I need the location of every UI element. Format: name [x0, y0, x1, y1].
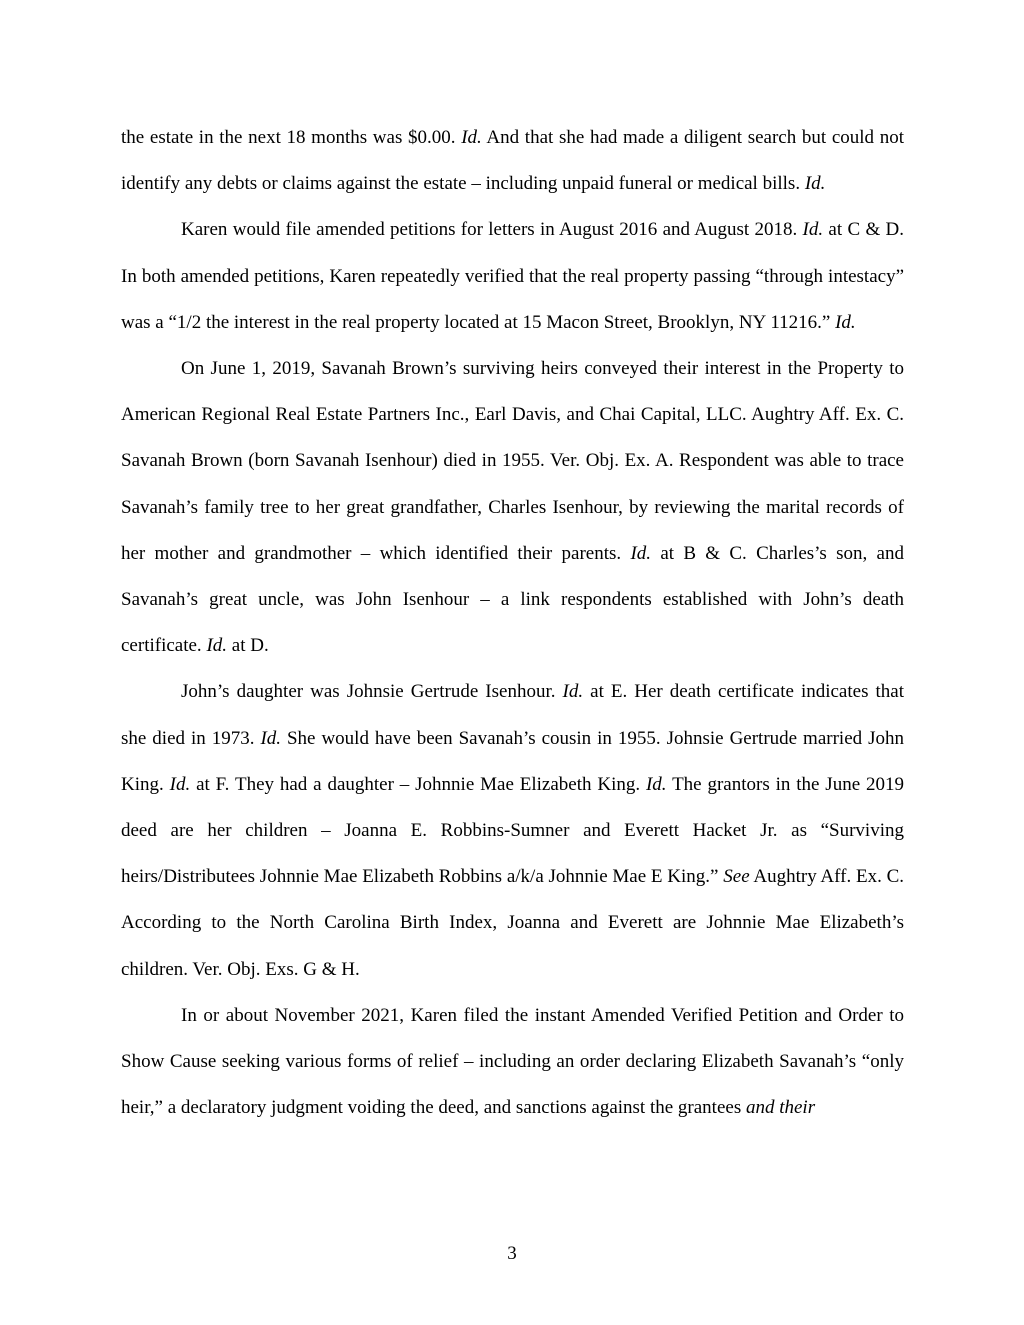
- paragraph-property-conveyance: [121, 346, 904, 669]
- citation-id: Id.: [835, 311, 856, 333]
- citation-id: Id.: [802, 219, 824, 241]
- text-run: The grantors in the June 2019 deed are her children – Joanna E. Robbins-Sumner and Everett Hacket Jr. as “Surviving heirs/Distributees Johnnie Mae Elizabeth Robbins a/k/a Johnnie Mae E King.”: [121, 773, 905, 888]
- text-run: Aughtry Aff. Ex. C. According to the North Carolina Birth Index, Joanna and Everett are Johnnie Mae Elizabeth’s children. Ver. Obj. Exs. G & H.: [121, 866, 905, 980]
- paragraph-estate-debts: [121, 115, 904, 207]
- text-run: On June 1, 2019, Savanah Brown’s surviving heirs conveyed their interest in the Property to American Regional Real Estate Partners Inc., Earl Davis, and Chai Capital, LLC. Aughtry Aff. Ex. C. Savanah Brown (born Savanah Isenhour) died in 1955. Ver. Obj. Ex. A. Respondent was able to trace Savanah’s family tree to her great grandfather, Charles Isenhour, by reviewing the marital records of her mother and grandmother – which identified their parents.: [121, 358, 904, 564]
- paragraph-family-lineage: [121, 669, 904, 992]
- text-run: at F. They had a daughter – Johnnie Mae Elizabeth King.: [190, 773, 646, 795]
- emphasis-run: and their: [745, 1097, 816, 1119]
- citation-see: See: [723, 866, 750, 888]
- text-run: John’s daughter was Johnsie Gertrude Isenhour.: [181, 681, 563, 703]
- text-run: at B & C. Charles’s son, and Savanah’s great uncle, was John Isenhour – a link respondents established with John’s death certificate.: [121, 542, 904, 657]
- text-run: Karen would file amended petitions for letters in August 2016 and August 2018.: [181, 219, 803, 241]
- citation-id: Id.: [461, 127, 482, 148]
- text-run: at D.: [227, 635, 269, 657]
- citation-id: Id.: [645, 773, 667, 795]
- citation-id: Id.: [630, 542, 652, 564]
- citation-id: Id.: [260, 727, 282, 749]
- text-run: She would have been Savanah’s cousin in 1955. Johnsie Gertrude married John King.: [121, 727, 904, 795]
- text-run: at E. Her death certificate indicates that she died in 1973.: [121, 681, 904, 749]
- citation-id: Id.: [804, 173, 826, 195]
- text-run: the estate in the next 18 months was $0.00.: [121, 127, 462, 148]
- citation-id: Id.: [562, 681, 584, 703]
- text-run: at C & D. In both amended petitions, Karen repeatedly verified that the real property passing “through intestacy” was a “1/2 the interest in the real property located at 15 Macon Street, Brooklyn, NY 11216.”: [121, 219, 905, 333]
- paragraph-petition-relief: [121, 993, 904, 1132]
- paragraph-amended-petitions: [121, 207, 904, 346]
- text-run: In or about November 2021, Karen filed the instant Amended Verified Petition and Order to Show Cause seeking various forms of relief – including an order declaring Elizabeth Savanah’s “only heir,” a declaratory judgment voiding the deed, and sanctions against the grantees: [121, 1004, 904, 1119]
- page-number: 3: [507, 1243, 517, 1264]
- document-body: [121, 115, 904, 1131]
- text-run: And that she had made a diligent search but could not identify any debts or claims against the estate – including unpaid funeral or medical bills.: [121, 127, 904, 195]
- citation-id: Id.: [206, 635, 228, 657]
- citation-id: Id.: [169, 773, 191, 795]
